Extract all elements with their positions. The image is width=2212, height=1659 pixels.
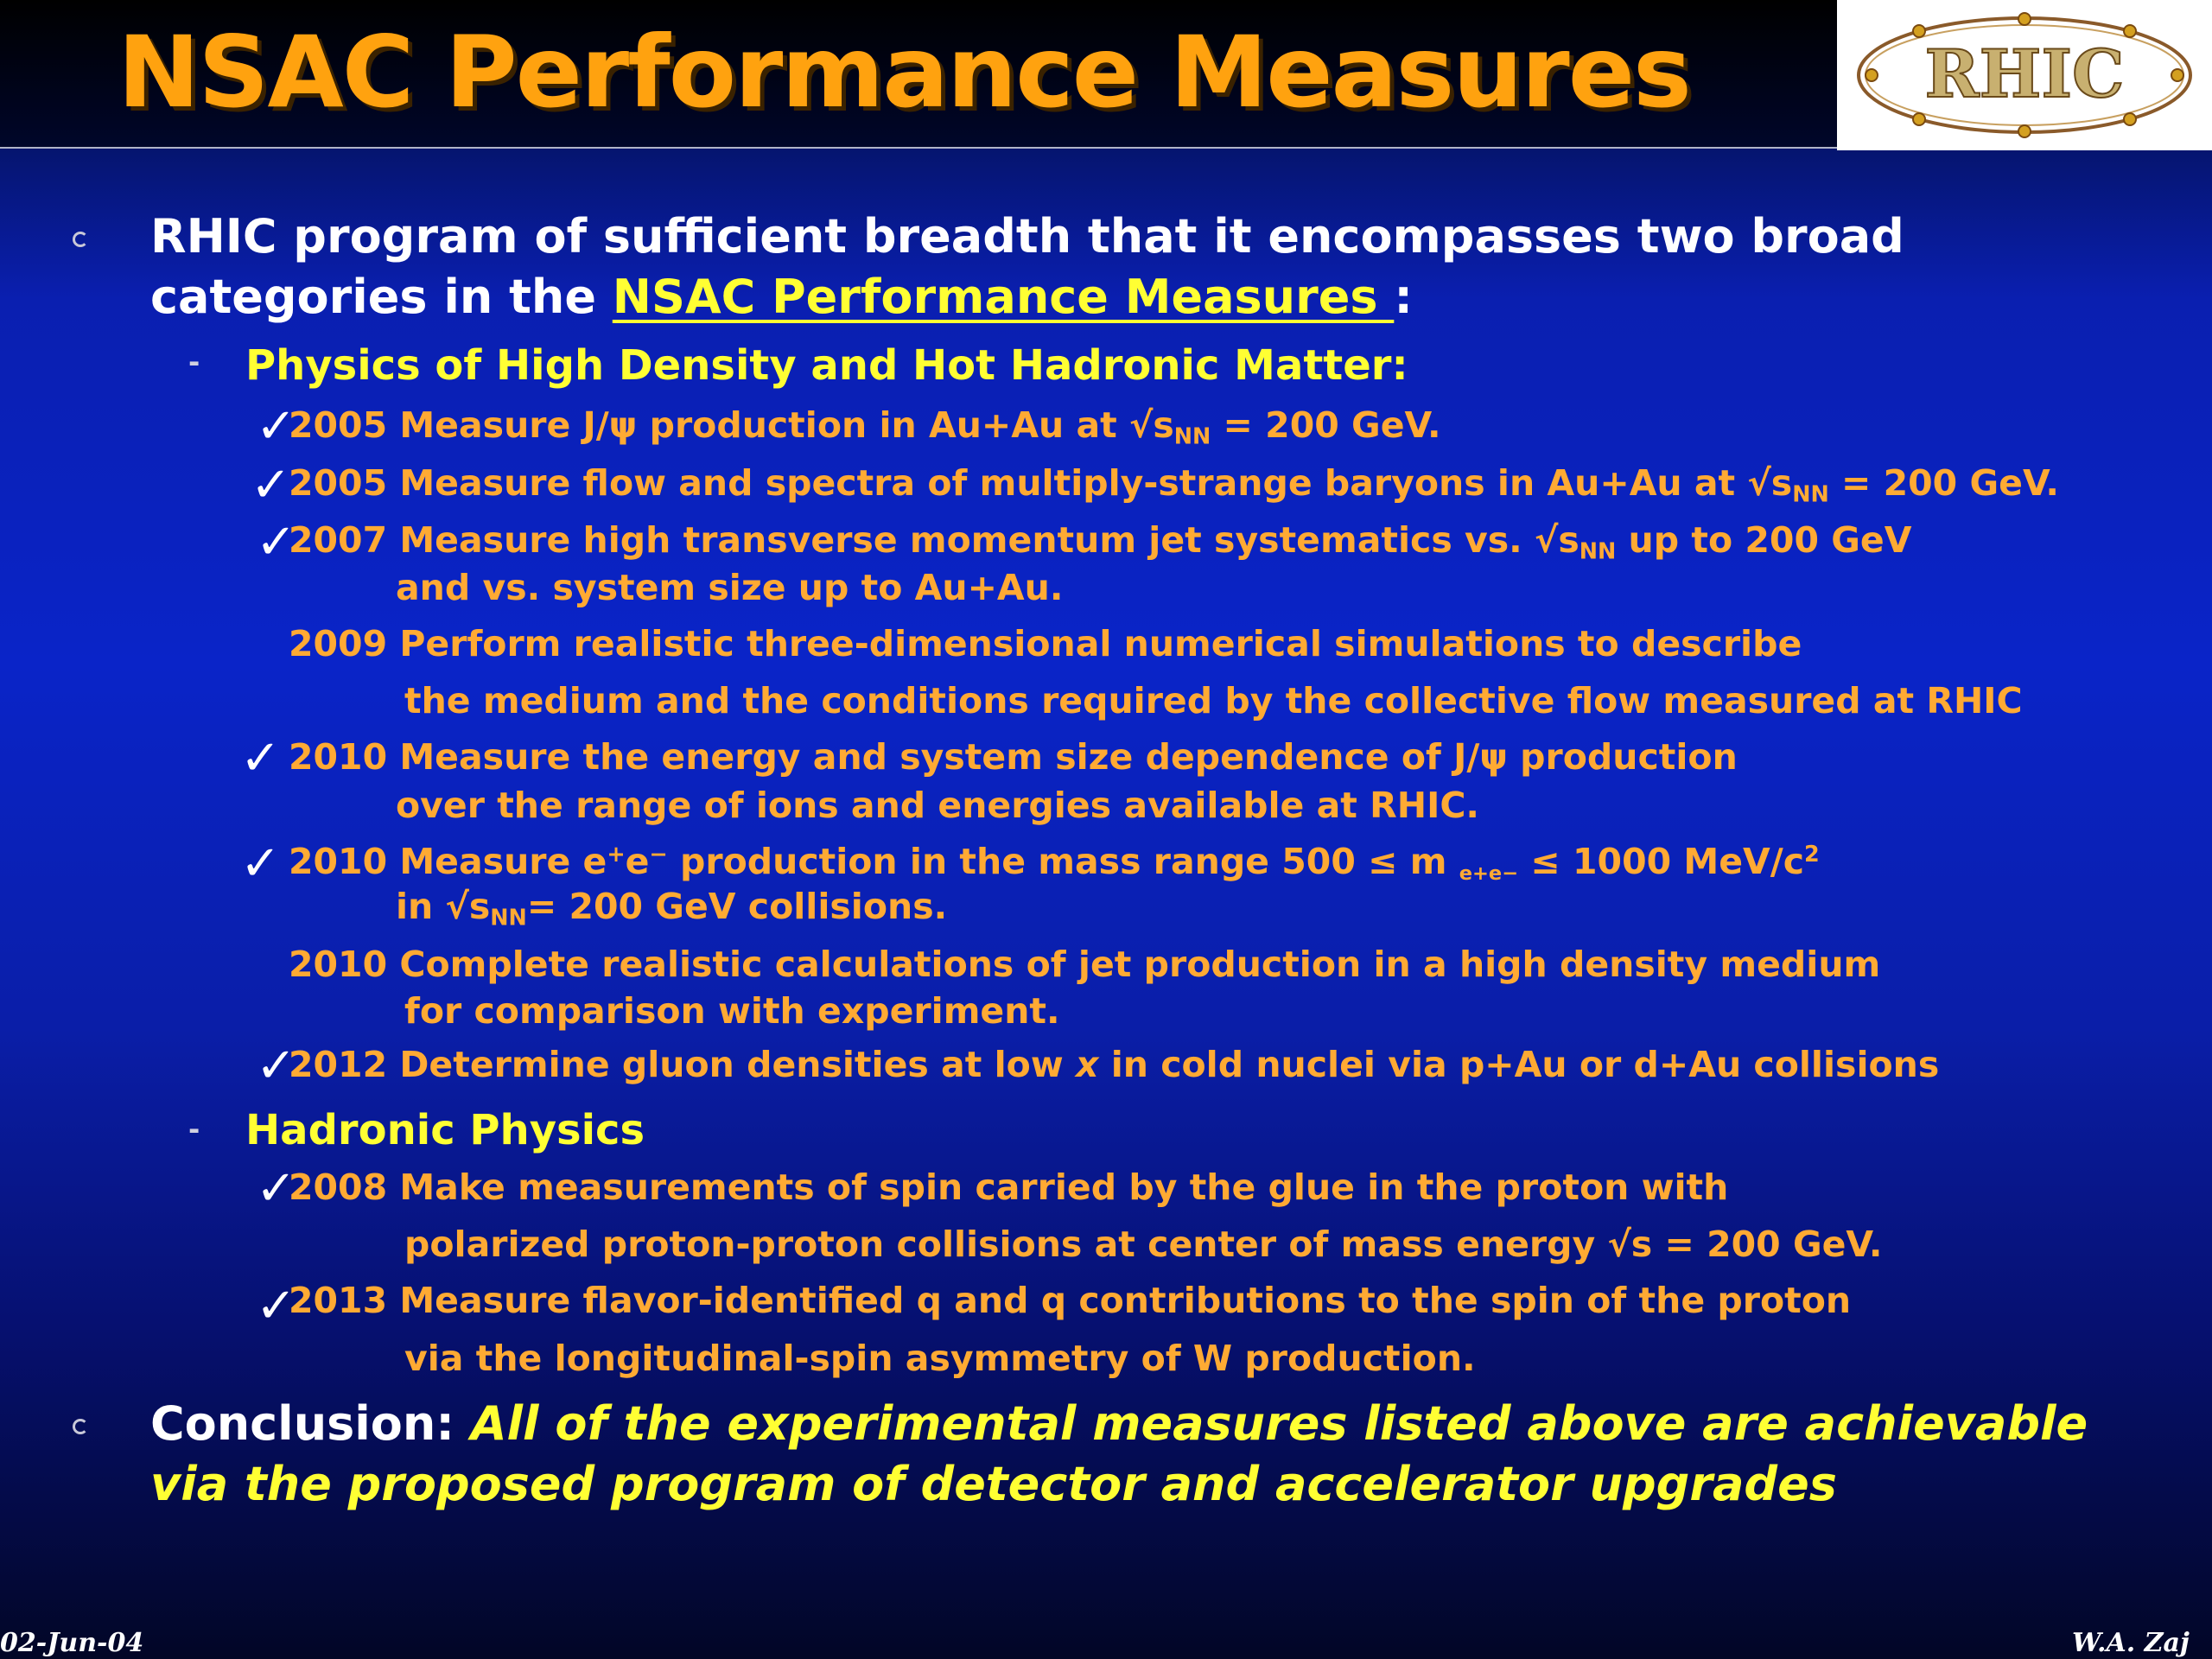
measure-sub: NN [1579,537,1617,564]
measure-sub: NN [1173,423,1211,449]
measure-sub: e+e− [1459,861,1519,885]
check-icon: ✓ [256,398,296,454]
measure-2012-gluon-densities [289,1044,1939,1085]
measure-2008-gluon-spin: 2008 Make measurements of spin carried by the glue in the proton with [289,1166,1729,1208]
measure-2007-jet-systematics [289,519,1912,564]
measure-text: production in the mass range 500 ≤ m [667,841,1459,882]
measure-2013-flavor-spin: 2013 Measure flavor-identified q and q contributions to the spin of the proton [289,1280,1852,1321]
measure-2010-jpsi-dependence: 2010 Measure the energy and system size dependence of J/ψ production [289,736,1738,778]
measure-2009-simulations: 2009 Perform realistic three-dimensional numerical simulations to describe [289,623,1802,664]
measure-text-end: in cold nuclei via p+Au or d+Au collisions [1098,1044,1940,1085]
dash-category-2: - [188,1113,200,1146]
measure-2005-strange-baryons [289,462,2059,507]
measure-text-end: = 200 GeV. [1211,404,1441,446]
measure-2010-jpsi-line-2: over the range of ions and energies available at RHIC. [396,785,1479,826]
measure-text: 2005 Measure J/ψ production in Au+Au at √s [289,404,1174,446]
measure-text-end: = 200 GeV collisions. [526,886,948,927]
intro-line-2-suffix: : [1394,270,1413,324]
check-icon: ✓ [240,836,281,892]
measure-sub: NN [1792,480,1829,507]
measure-2010-jet-line-2: for comparison with experiment. [404,990,1060,1032]
intro-line-2 [150,270,1413,324]
measure-2007-line-2: and vs. system size up to Au+Au. [396,567,1064,608]
intro-line-1: RHIC program of sufficient breadth that it encompasses two broad [150,209,1904,264]
measure-sub: NN [490,904,527,931]
check-icon: ✓ [256,1160,296,1217]
measure-text: 2010 Measure e [289,841,607,882]
measure-2010-ee-production [289,841,1820,885]
conclusion-text: All of the experimental measures listed above are achievable [470,1396,2088,1451]
measure-text: in √s [396,886,491,927]
nsac-link[interactable]: NSAC Performance Measures [612,270,1395,324]
measure-text: e [625,841,650,882]
intro-line-2-prefix: categories in the [150,270,613,324]
conclusion-line-2: via the proposed program of detector and accelerator upgrades [150,1457,1837,1511]
rhic-logo-text: RHIC [1924,35,2125,112]
check-icon: ✓ [240,730,281,786]
measure-sup: + [607,841,626,868]
dash-category-1: - [188,346,200,378]
measure-sup: − [649,841,668,868]
measure-2010-ee-line-2 [396,886,948,931]
measure-2009-line-2: the medium and the conditions required by the collective flow measured at RHIC [404,680,2023,721]
bullet-conclusion [73,1419,88,1434]
check-icon: ✓ [251,457,291,513]
category-high-density: Physics of High Density and Hot Hadronic Matter: [245,341,1408,390]
measure-2010-jet-calculations: 2010 Complete realistic calculations of jet production in a high density medium [289,944,1881,985]
footer-date: 02-Jun-04 [0,1628,144,1658]
measure-text: ≤ 1000 MeV/c [1518,841,1805,882]
check-icon: ✓ [256,1038,296,1094]
footer-author: W.A. Zaj [2072,1628,2190,1658]
check-icon: ✓ [256,514,296,570]
measure-text: 2005 Measure flow and spectra of multiply-strange baryons in Au+Au at √s [289,462,1793,504]
conclusion-line-1 [150,1396,2088,1451]
measure-2013-line-2: via the longitudinal-spin asymmetry of W production. [404,1338,1476,1379]
measure-text-end: = 200 GeV. [1828,462,2059,504]
category-hadronic-physics: Hadronic Physics [245,1106,645,1154]
measure-text: 2012 Determine gluon densities at low [289,1044,1076,1085]
slide-title: NSAC Performance Measures [118,15,1690,130]
conclusion-label: Conclusion: [150,1396,471,1451]
check-icon: ✓ [256,1278,296,1334]
measure-text: 2007 Measure high transverse momentum jet systematics vs. √s [289,519,1580,561]
bullet-intro [73,232,88,247]
measure-2008-line-2: polarized proton-proton collisions at center of mass energy √s = 200 GeV. [404,1224,1883,1265]
measure-variable: x [1075,1044,1099,1085]
measure-text-end: up to 200 GeV [1616,519,1912,561]
measure-2005-jpsi [289,404,1441,449]
measure-sup: 2 [1804,841,1820,868]
